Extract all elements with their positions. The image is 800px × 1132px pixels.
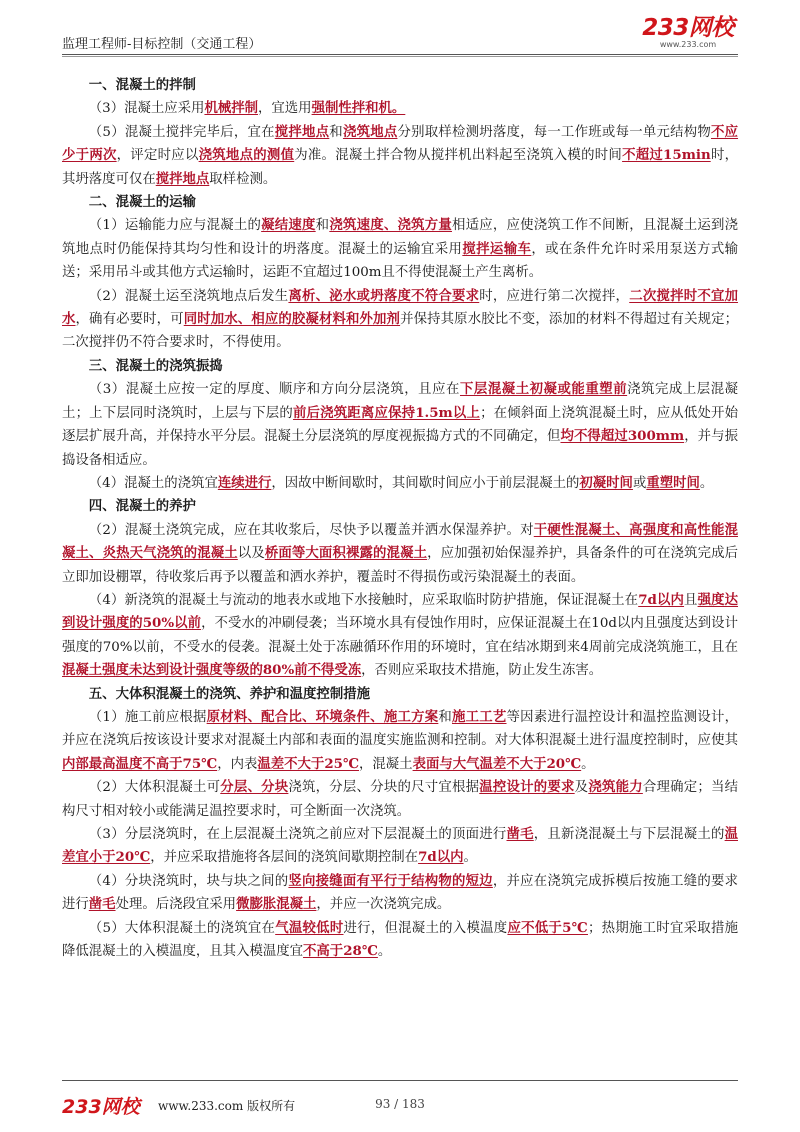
- key-term: 施工工艺: [451, 708, 507, 725]
- key-term: 混凝土强度未达到设计强度等级的80%前不得受冻: [62, 662, 362, 679]
- text-run: （5）大体积混凝土的浇筑宜在: [88, 920, 276, 936]
- key-term: 凿毛: [88, 896, 116, 913]
- text-run: 时，其坍落度可仅在: [62, 148, 739, 187]
- key-term: 重塑时间: [646, 474, 700, 491]
- key-term: 不超过15min: [622, 147, 711, 164]
- text-run: 。: [377, 944, 392, 960]
- text-run: （4）分块浇筑时，块与块之间的: [88, 873, 289, 889]
- page-number: 93 / 183: [375, 1097, 425, 1111]
- text-run: 相适应，应使浇筑工作不间断，且混凝土运到浇筑地点时仍能保持其均匀性和设计的坍落度。混凝土的运输宜采用: [62, 218, 739, 257]
- key-term: 微膨胀混凝土: [236, 896, 317, 913]
- text-run: 取样检测。: [209, 171, 277, 187]
- key-term: 表面与大气温差不大于20℃: [412, 755, 582, 772]
- key-term: 机械拌制: [204, 100, 259, 117]
- key-term: 气温较低时: [275, 919, 344, 936]
- text-run: ，并应采取措施将各层间的浇筑间歇期控制在: [150, 850, 419, 866]
- key-term: 不应少于两次: [62, 123, 739, 164]
- text-run: ，应加强初始保湿养护，具备条件的可在浇筑完成后立即加设棚罩，待收浆后再予以覆盖和洒水养护，覆盖时不得损伤或污染混凝土的表面。: [62, 546, 739, 585]
- key-term: 凿毛: [506, 826, 534, 842]
- text-run: 和: [438, 709, 452, 725]
- text-run: （3）混凝土应采用: [88, 101, 205, 117]
- text-run: ，因故中断间歇时，其间歇时间应小于前层混凝土的: [271, 475, 580, 491]
- section-heading: 四、混凝土的养护: [88, 498, 196, 515]
- key-term: 不高于28℃: [303, 943, 378, 960]
- paragraph: [62, 378, 738, 472]
- key-term: 温差宜小于20℃: [62, 826, 738, 866]
- text-run: （4）新浇筑的混凝土与流动的地表水或地下水接触时，应采取临时防护措施，保证混凝土在: [88, 592, 639, 608]
- key-term: 温差不大于25℃: [257, 755, 360, 772]
- text-run: ，并应在浇筑完成拆模后按施工缝的要求进行: [62, 873, 738, 913]
- section-heading: 三、混凝土的浇筑振捣: [88, 357, 223, 374]
- paragraph: [62, 776, 738, 823]
- text-run: 。: [463, 850, 477, 866]
- text-run: （4）混凝土的浇筑宜: [88, 475, 218, 491]
- section-heading: 五、大体积混凝土的浇筑、养护和温度控制措施: [88, 685, 370, 702]
- key-term: 离析、泌水或坍落度不符合要求: [288, 287, 480, 304]
- key-term: 同时加水、相应的胶凝材料和外加剂: [183, 311, 401, 328]
- key-term: 浇筑能力: [588, 779, 643, 796]
- footer-divider: [62, 1080, 738, 1081]
- text-run: ，否则应采取技术措施，防止发生冻害。: [361, 663, 603, 679]
- paragraph: [62, 285, 738, 355]
- text-run: 或: [632, 475, 647, 491]
- text-run: ，并与振捣设备相适应。: [62, 429, 739, 468]
- paragraph: [62, 472, 738, 495]
- text-run: 。: [581, 756, 595, 772]
- paragraph: [62, 121, 738, 191]
- key-term: 7d以内: [418, 849, 464, 866]
- section-heading: 一、混凝土的拌制: [88, 77, 196, 93]
- text-run: 和: [329, 124, 343, 140]
- key-term: 浇筑地点的测值: [198, 147, 295, 164]
- document-body: [62, 74, 738, 963]
- key-term: 分层、分块: [220, 779, 289, 796]
- text-run: ；在倾斜面上浇筑混凝土时，应从低处开始逐层扩展升高，并保持水平分层。混凝土分层浇筑的厚度视振捣方式的不同确定，但: [62, 405, 739, 445]
- key-term: 前后浇筑距离应保持1.5m以上: [292, 404, 481, 421]
- paragraph: [62, 214, 738, 284]
- brand-logo: [638, 16, 738, 49]
- section-heading: 二、混凝土的运输: [88, 194, 196, 211]
- logo-wordmark: 233网校: [642, 15, 734, 41]
- text-run: ，混凝土: [359, 756, 413, 772]
- text-run: ，或在条件允许时采用泵送方式输送；采用吊斗或其他方式运输时，运距不宜超过100m且不得使混凝土产生离析。: [62, 241, 739, 281]
- text-run: 。: [699, 475, 714, 491]
- key-term: 初凝时间: [579, 474, 633, 491]
- text-run: ，并应一次浇筑完成。: [316, 897, 451, 913]
- text-run: ，不受水的冲刷侵袭；当环境水具有侵蚀作用时，应保证混凝土在10d以内且强度达到设计强度的70%以前，不受水的侵袭。混凝土处于冻融循环作用的环境时，宜在结冰期到来4周前完成浇筑施工，且在: [62, 616, 739, 655]
- key-term: 搅拌运输车: [462, 240, 532, 257]
- text-run: ；热期施工时宜采取措施降低混凝土的入模温度，且其入模温度宜: [62, 920, 739, 960]
- logo-url: www.233.com: [659, 40, 717, 49]
- text-run: 进行，但混凝土的入模温度: [343, 920, 508, 936]
- text-run: 分别取样检测坍落度，每一工作班或每一单元结构物: [397, 124, 711, 140]
- page-footer: [0, 1080, 800, 1132]
- key-term: 干硬性混凝土、高强度和高性能混凝土、炎热天气浇筑的混凝土: [62, 521, 738, 562]
- key-term: 浇筑地点: [342, 123, 398, 140]
- text-run: （1）运输能力应与混凝土的: [88, 218, 262, 234]
- text-run: ，且新浇混凝土与下层混凝土的: [533, 827, 725, 842]
- paragraph: [62, 917, 738, 964]
- document-title: 监理工程师-目标控制（交通工程）: [62, 37, 262, 52]
- text-run: （2）混凝土运至浇筑地点后发生: [88, 288, 289, 304]
- text-run: （2）混凝土浇筑完成，应在其收浆后，尽快予以覆盖并洒水保湿养护。对: [88, 522, 534, 538]
- text-run: （3）混凝土应按一定的厚度、顺序和方向分层浇筑，且应在: [88, 382, 460, 398]
- key-term: 强制性拌和机。: [311, 100, 406, 117]
- key-term: 下层混凝土初凝或能重塑前: [459, 381, 628, 398]
- text-run: 并保持其原水胶比不变，添加的材料不得超过有关规定；二次搅拌仍不符合要求时，不得使用。: [62, 312, 739, 351]
- key-term: 浇筑速度、浇筑方量: [329, 217, 452, 234]
- key-term: 7d以内: [638, 591, 685, 608]
- page-header: [0, 0, 800, 62]
- key-term: 连续进行: [217, 474, 272, 491]
- paragraph: [62, 97, 738, 120]
- text-run: （1）施工前应根据: [88, 709, 207, 725]
- text-run: 为准。混凝土拌合物从搅拌机出料起至浇筑入模的时间: [294, 148, 623, 164]
- key-term: 应不低于5℃: [507, 919, 588, 936]
- text-run: ，评定时应以: [116, 148, 199, 164]
- text-run: 处理。后浇段宜采用: [115, 897, 237, 913]
- text-run: ，宜选用: [258, 101, 312, 117]
- text-run: 及: [574, 780, 589, 796]
- text-run: （2）大体积混凝土可: [88, 780, 221, 796]
- header-divider: [62, 54, 738, 57]
- key-term: 原材料、配合比、环境条件、施工方案: [206, 708, 439, 725]
- text-run: 以及: [237, 546, 265, 562]
- paragraph: [62, 870, 738, 917]
- key-term: 温控设计的要求: [479, 779, 575, 796]
- text-run: （3）分层浇筑时，在上层混凝土浇筑之前应对下层混凝土的顶面进行: [88, 827, 507, 842]
- key-term: 搅拌地点: [155, 170, 210, 187]
- text-run: 和: [315, 218, 330, 234]
- text-run: 时，应进行第二次搅拌，: [479, 288, 630, 304]
- key-term: 强度达到设计强度的50%以前: [62, 591, 739, 632]
- key-term: 凝结速度: [261, 217, 316, 234]
- text-run: 合理确定；当结构尺寸相对较小或能满足温控要求时，可全断面一次浇筑。: [62, 780, 739, 819]
- key-term: 二次搅拌时不宜加水: [62, 287, 739, 328]
- key-term: 桥面等大面积裸露的混凝土: [264, 545, 428, 562]
- key-term: 竖向接缝面有平行于结构物的短边: [288, 872, 493, 889]
- key-term: 内部最高温度不高于75℃: [62, 755, 218, 772]
- text-run: 浇筑完成上层混凝土；上下层同时浇筑时，上层与下层的: [62, 382, 739, 421]
- copyright-text: www.233.com 版权所有: [158, 1099, 296, 1113]
- key-term: 搅拌地点: [274, 123, 330, 140]
- paragraph: [62, 706, 738, 776]
- text-run: （5）混凝土搅拌完毕后，宜在: [88, 124, 275, 140]
- text-run: ，内表: [217, 756, 258, 772]
- text-run: 浇筑，分层、分块的尺寸宜根据: [288, 780, 480, 796]
- text-run: 等因素进行温控设计和温控监测设计，并应在浇筑后按该设计要求对混凝土内部和表面的温度实施监测和控制。对大体积混凝土进行温度控制时，应使其: [62, 709, 739, 749]
- paragraph: [62, 589, 738, 683]
- paragraph: [62, 823, 738, 870]
- key-term: 均不得超过300mm: [560, 428, 685, 445]
- footer-logo: 233网校: [62, 1096, 140, 1118]
- text-run: 且: [684, 592, 698, 608]
- paragraph: [62, 519, 738, 589]
- text-run: ，确有必要时，可: [75, 312, 184, 328]
